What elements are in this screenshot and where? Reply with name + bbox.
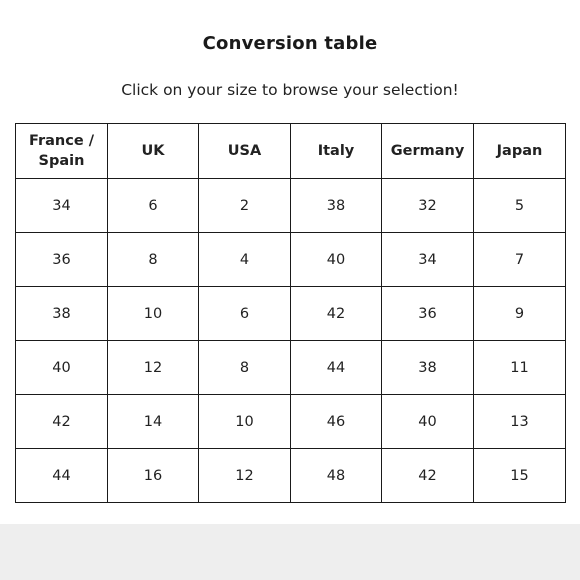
size-cell-france-spain[interactable]: 42 [16,395,108,449]
size-cell-italy[interactable]: 40 [291,233,382,287]
size-cell-usa[interactable]: 10 [199,395,291,449]
column-header-uk: UK [108,124,199,179]
size-cell-japan[interactable]: 13 [474,395,566,449]
size-cell-japan[interactable]: 7 [474,233,566,287]
size-cell-usa[interactable]: 2 [199,179,291,233]
size-cell-uk[interactable]: 14 [108,395,199,449]
size-cell-germany[interactable]: 38 [382,341,474,395]
size-cell-uk[interactable]: 10 [108,287,199,341]
size-cell-germany[interactable]: 32 [382,179,474,233]
page-subtitle: Click on your size to browse your selection! [121,81,459,99]
table-row [16,341,566,395]
column-header-france-spain: France / Spain [16,124,108,179]
size-cell-uk[interactable]: 8 [108,233,199,287]
table-row [16,233,566,287]
size-cell-germany[interactable]: 36 [382,287,474,341]
column-header-usa: USA [199,124,291,179]
size-cell-germany[interactable]: 42 [382,449,474,503]
table-row [16,179,566,233]
size-cell-france-spain[interactable]: 38 [16,287,108,341]
table-row [16,287,566,341]
footer-bar [0,524,580,580]
table-row [16,449,566,503]
size-cell-france-spain[interactable]: 34 [16,179,108,233]
size-cell-germany[interactable]: 34 [382,233,474,287]
size-cell-japan[interactable]: 9 [474,287,566,341]
size-cell-uk[interactable]: 16 [108,449,199,503]
size-cell-germany[interactable]: 40 [382,395,474,449]
size-cell-italy[interactable]: 48 [291,449,382,503]
size-cell-usa[interactable]: 4 [199,233,291,287]
page-title: Conversion table [202,33,378,54]
size-cell-uk[interactable]: 12 [108,341,199,395]
size-cell-japan[interactable]: 15 [474,449,566,503]
size-cell-italy[interactable]: 38 [291,179,382,233]
table-header-row [16,124,566,179]
size-cell-usa[interactable]: 12 [199,449,291,503]
size-cell-italy[interactable]: 44 [291,341,382,395]
table-row [16,395,566,449]
column-header-italy: Italy [291,124,382,179]
size-conversion-table [15,123,566,503]
column-header-japan: Japan [474,124,566,179]
size-cell-japan[interactable]: 5 [474,179,566,233]
size-cell-usa[interactable]: 8 [199,341,291,395]
size-cell-japan[interactable]: 11 [474,341,566,395]
size-cell-france-spain[interactable]: 44 [16,449,108,503]
size-cell-france-spain[interactable]: 36 [16,233,108,287]
column-header-germany: Germany [382,124,474,179]
size-cell-italy[interactable]: 42 [291,287,382,341]
size-cell-france-spain[interactable]: 40 [16,341,108,395]
size-cell-uk[interactable]: 6 [108,179,199,233]
size-cell-italy[interactable]: 46 [291,395,382,449]
size-cell-usa[interactable]: 6 [199,287,291,341]
